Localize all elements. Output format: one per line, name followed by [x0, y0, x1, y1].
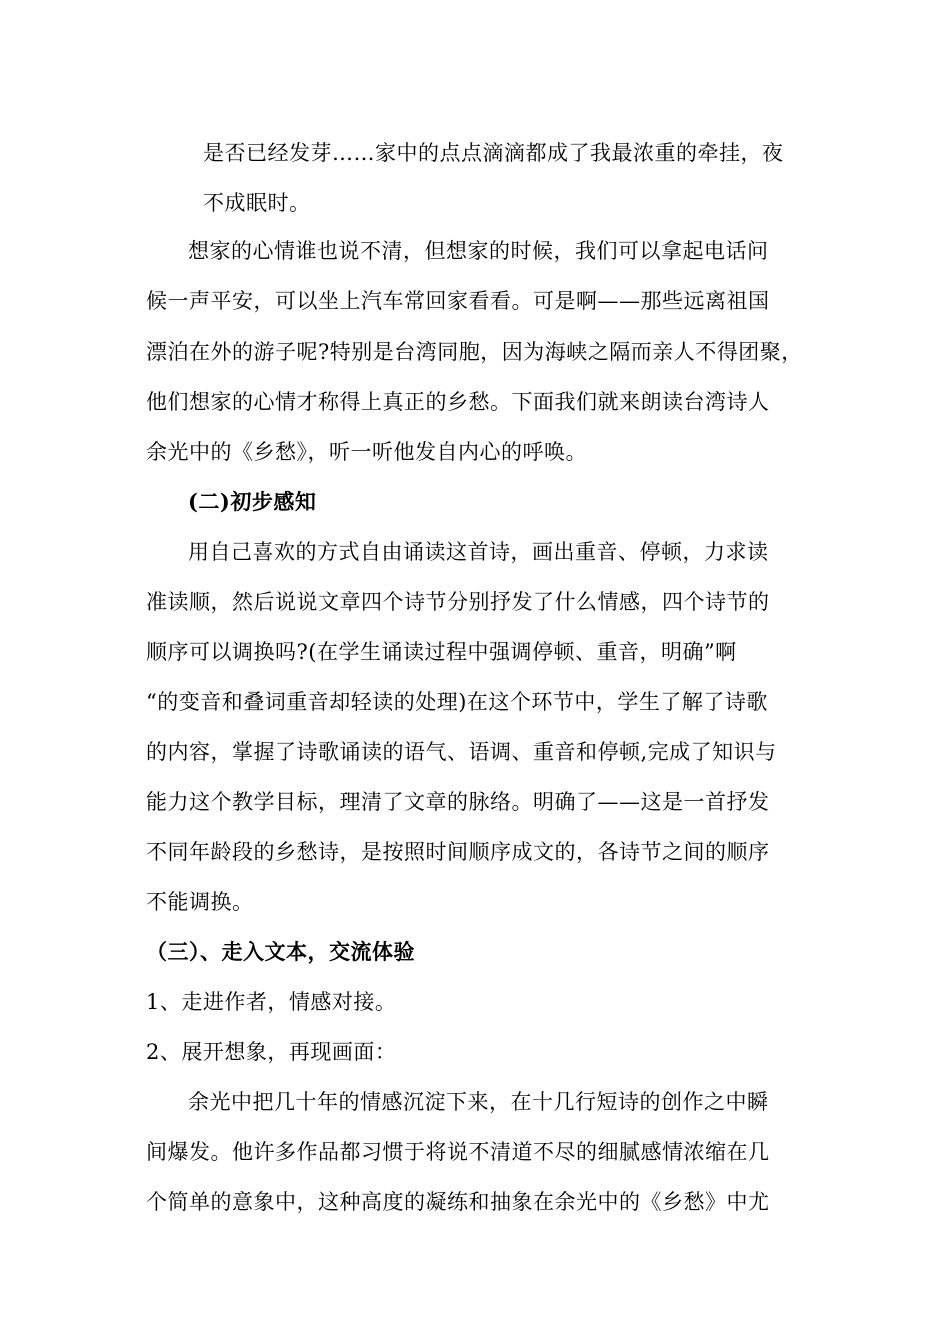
section-three-heading: （三）、走入文本，交流体验 [146, 939, 415, 964]
final-line-2: 间爆发。他许多作品都习惯于将说不清道不尽的细腻感情浓缩在几 [146, 1140, 770, 1164]
final-line-1: 余光中把几十年的情感沉淀下来，在十几行短诗的创作之中瞬 [188, 1090, 769, 1114]
section-two-heading: (二)初步感知 [188, 489, 317, 514]
intro-line-2: 候一声平安，可以坐上汽车常回家看看。可是啊——那些远离祖国 [146, 289, 770, 313]
quote-line-2: 不成眠时。 [203, 191, 311, 215]
list-item-1: 1、走进作者，情感对接。 [146, 990, 397, 1014]
section-two-line-7: 不同年龄段的乡愁诗，是按照时间顺序成文的，各诗节之间的顺序 [146, 840, 770, 864]
section-two-line-5: 的内容，掌握了诗歌诵读的语气、语调、重音和停顿,完成了知识与 [146, 740, 777, 764]
quote-line-1: 是否已经发芽……家中的点点滴滴都成了我最浓重的牵挂，夜 [203, 141, 784, 165]
list-item-2: 2、展开想象，再现画面： [146, 1040, 397, 1064]
section-two-line-6: 能力这个教学目标，理清了文章的脉络。明确了——这是一首抒发 [146, 790, 770, 814]
section-two-line-8: 不能调换。 [146, 890, 254, 914]
section-two-line-4: “的变音和叠词重音却轻读的处理)在这个环节中，学生了解了诗歌 [146, 690, 768, 714]
intro-line-1: 想家的心情谁也说不清，但想家的时候，我们可以拿起电话问 [188, 239, 769, 263]
intro-line-4: 他们想家的心情才称得上真正的乡愁。下面我们就来朗读台湾诗人 [146, 390, 770, 414]
section-two-line-1: 用自己喜欢的方式自由诵读这首诗，画出重音、停顿，力求读 [188, 540, 769, 564]
section-two-line-2: 准读顺，然后说说文章四个诗节分别抒发了什么情感，四个诗节的 [146, 590, 770, 614]
final-line-3: 个简单的意象中，这种高度的凝练和抽象在余光中的《乡愁》中尤 [146, 1190, 770, 1214]
intro-line-5: 余光中的《乡愁》，听一听他发自内心的呼唤。 [146, 440, 587, 464]
section-two-line-3: 顺序可以调换吗?(在学生诵读过程中强调停顿、重音，明确”啊 [146, 640, 737, 664]
intro-line-3: 漂泊在外的游子呢?特别是台湾同胞，因为海峡之隔而亲人不得团聚， [146, 340, 803, 364]
